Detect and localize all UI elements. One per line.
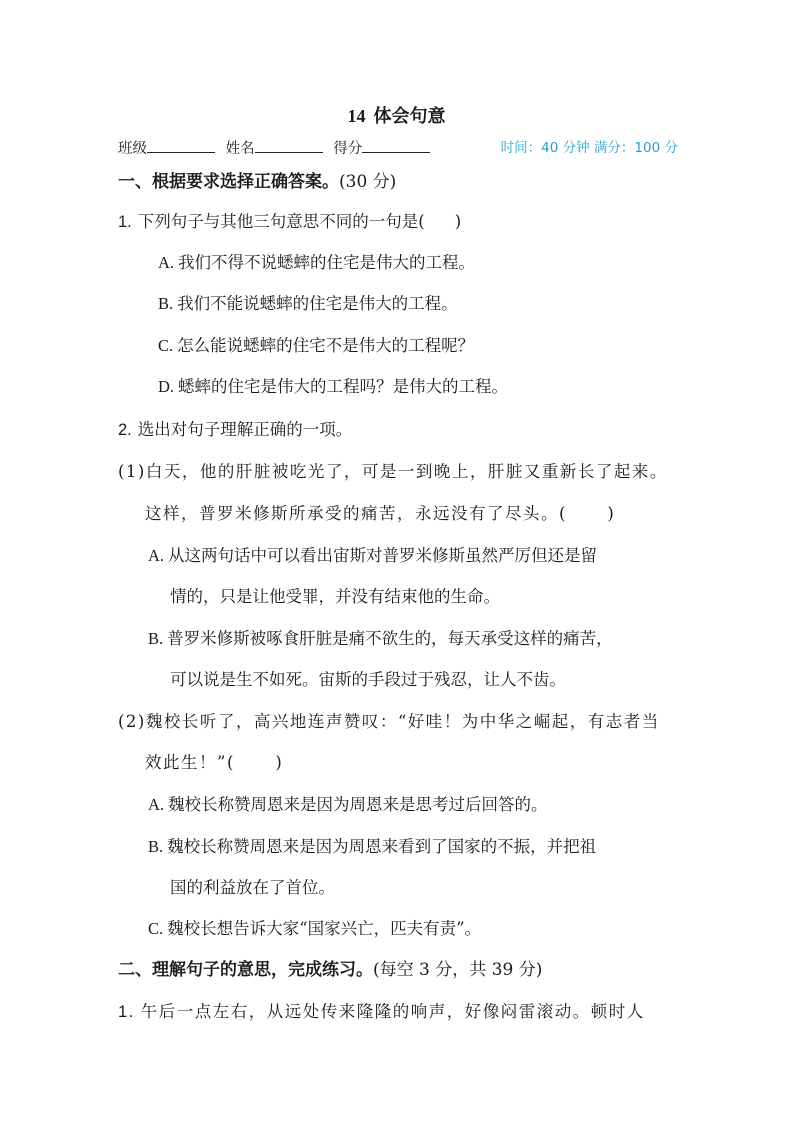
q2-sub2-line1 — [118, 712, 660, 732]
option-letter: C. — [158, 336, 174, 355]
q1-option-b[interactable] — [158, 294, 458, 314]
q2-sub1-line2 — [145, 504, 615, 524]
option-text: 我们不能说蟋蟀的住宅是伟大的工程。 — [177, 294, 458, 313]
section1-heading-text: 一、根据要求选择正确答案。 — [118, 172, 339, 192]
section2-score: (每空 3 分，共 39 分) — [373, 960, 543, 980]
student-info-row — [118, 138, 678, 159]
question-text: 下列句子与其他三句意思不同的一句是( — [137, 212, 425, 231]
q2-sub2-option-a[interactable] — [148, 795, 548, 815]
class-label: 班级 — [118, 141, 147, 157]
sub-question-label: (2) — [118, 712, 146, 731]
q2-sub2-line2 — [145, 753, 283, 773]
close-paren: ) — [454, 212, 462, 231]
q1-option-d[interactable] — [158, 377, 508, 397]
q2-sub1-line1 — [118, 462, 668, 482]
q2-sub2-option-b[interactable] — [148, 837, 596, 857]
name-field[interactable] — [255, 138, 323, 153]
sub-question-text: 效此生！” — [145, 753, 227, 772]
section1-score: (30 分) — [339, 172, 397, 192]
score-label: 得分 — [333, 141, 363, 157]
worksheet-title — [0, 105, 793, 128]
q2-sub1-option-a[interactable] — [148, 546, 597, 566]
answer-paren[interactable]: ( ) — [226, 753, 284, 772]
option-letter: B. — [148, 629, 164, 648]
option-text: 怎么能说蟋蟀的住宅不是伟大的工程呢？ — [177, 336, 475, 355]
option-letter: B. — [148, 837, 164, 856]
sub-question-text: 魏校长听了，高兴地连声赞叹：“好哇！为中华之崛起，有志者当 — [145, 712, 660, 731]
option-text: 魏校长称赞周恩来是因为周恩来看到了国家的不振，并把祖 — [167, 837, 597, 856]
q1-option-a[interactable] — [158, 253, 475, 273]
sub-question-text: 这样，普罗米修斯所承受的痛苦，永远没有了尽头。 — [145, 504, 559, 523]
option-text: 可以说是生不如死。宙斯的手段过于残忍，让人不齿。 — [170, 670, 566, 689]
score-field[interactable] — [362, 138, 430, 153]
q2-sub2-option-c[interactable] — [148, 919, 481, 939]
option-text: 从这两句话中可以看出宙斯对普罗米修斯虽然严厉但还是留 — [168, 546, 598, 565]
option-letter: B. — [158, 294, 174, 313]
option-text: 普罗米修斯被啄食肝脏是痛不欲生的，每天承受这样的痛苦， — [167, 629, 613, 648]
option-letter: A. — [158, 253, 175, 272]
q2-sub2-option-b-cont — [170, 878, 335, 898]
question-number: 2. — [118, 421, 132, 439]
question-1-stem — [118, 212, 461, 232]
class-field[interactable] — [147, 138, 215, 153]
question-text: 选出对句子理解正确的一项。 — [137, 420, 353, 439]
option-text: 魏校长称赞周恩来是因为周恩来是思考过后回答的。 — [168, 795, 548, 814]
section2-heading — [118, 960, 542, 980]
option-letter: D. — [158, 377, 175, 396]
option-text: 魏校长想告诉大家“国家兴亡，匹夫有责”。 — [167, 919, 482, 938]
sub-question-label: (1) — [118, 462, 146, 481]
q2-sub1-option-a-cont — [170, 587, 500, 607]
option-letter: A. — [148, 546, 165, 565]
option-text: 蟋蟀的住宅是伟大的工程吗？是伟大的工程。 — [178, 377, 509, 396]
option-text: 我们不得不说蟋蟀的住宅是伟大的工程。 — [178, 253, 476, 272]
q1-option-c[interactable] — [158, 336, 474, 356]
option-letter: C. — [148, 919, 164, 938]
question-number: 1. — [118, 213, 132, 231]
time-and-total-score: 时间：40 分钟 满分：100 分 — [500, 140, 678, 156]
q2-sub1-option-b[interactable] — [148, 629, 613, 649]
section1-heading — [118, 172, 396, 192]
section2-question-1 — [118, 1002, 645, 1022]
question-text: 午后一点左右，从远处传来隆隆的响声，好像闷雷滚动。顿时人 — [140, 1002, 645, 1021]
option-text: 国的利益放在了首位。 — [170, 878, 335, 897]
lesson-title: 体会句意 — [373, 106, 446, 127]
name-label: 姓名 — [225, 141, 255, 157]
option-text: 情的，只是让他受罪，并没有结束他的生命。 — [170, 587, 500, 606]
lesson-number: 14 — [347, 106, 366, 126]
sub-question-text: 白天，他的肝脏被吃光了，可是一到晚上，肝脏又重新长了起来。 — [145, 462, 668, 481]
option-letter: A. — [148, 795, 165, 814]
section2-heading-text: 二、理解句子的意思，完成练习。 — [118, 960, 373, 980]
q2-sub1-option-b-cont — [170, 670, 566, 690]
question-2-stem — [118, 420, 352, 440]
question-number: 1. — [118, 1003, 135, 1021]
answer-paren[interactable]: ( ) — [559, 504, 616, 523]
